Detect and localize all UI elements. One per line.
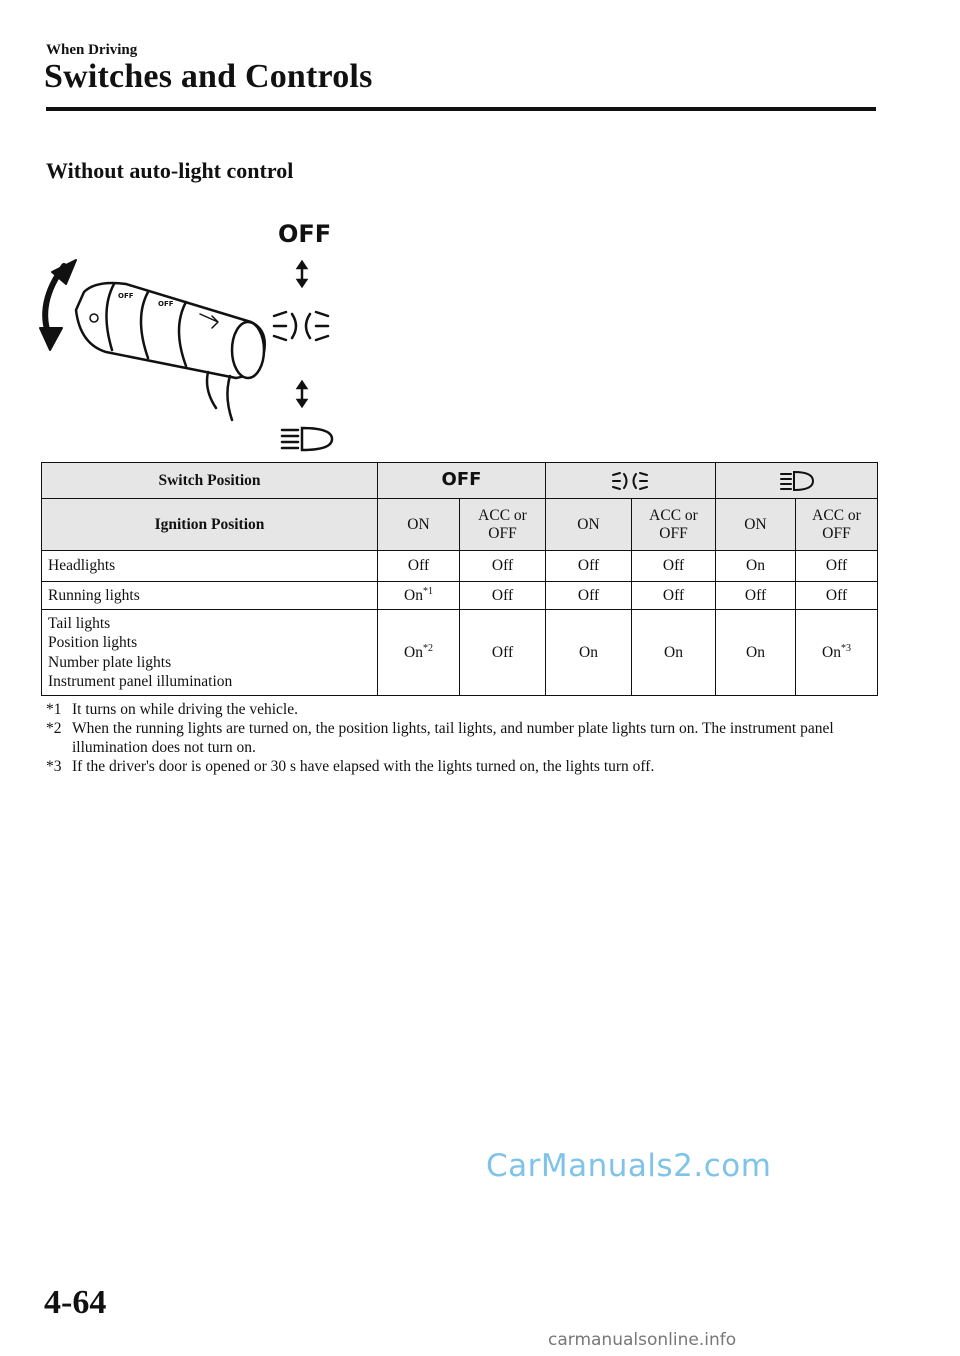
switch-position-off bbox=[378, 463, 546, 499]
ignition-position-row bbox=[42, 499, 878, 551]
table-cell: On$^{*3}$ bbox=[796, 610, 878, 696]
footnote-ref: *3 bbox=[840, 642, 851, 654]
table-cell: Off bbox=[546, 551, 632, 582]
footnote-text: If the driver's door is opened or 30 s have elapsed with the lights turned on, the lights turn off. bbox=[72, 758, 655, 775]
table-cell: On bbox=[632, 610, 716, 696]
row-label-line: Position lights bbox=[48, 634, 138, 651]
table-cell: Off bbox=[632, 582, 716, 610]
footnote-mark: *2 bbox=[46, 720, 62, 737]
headlights-icon bbox=[282, 428, 332, 450]
switch-position-headlights bbox=[716, 463, 878, 499]
ignition-cell: ON bbox=[716, 499, 796, 551]
footnote bbox=[46, 719, 876, 757]
footnote bbox=[46, 700, 876, 719]
footnote-mark: *3 bbox=[46, 758, 62, 775]
headlight-switch-illustration bbox=[36, 210, 356, 460]
position-lights-icon bbox=[611, 471, 651, 491]
switch-position-label: Switch Position bbox=[42, 463, 378, 499]
footnote-text: When the running lights are turned on, the position lights, tail lights, and number plate lights turn on. The instrument panel illumination does not turn on. bbox=[72, 720, 834, 756]
page-number: 4-64 bbox=[44, 1284, 107, 1321]
switch-position-parking bbox=[546, 463, 716, 499]
table-cell: On$^{*1}$ bbox=[378, 582, 460, 610]
watermark: CarManuals2.com bbox=[486, 1148, 772, 1184]
section-label: When Driving bbox=[46, 42, 138, 58]
ignition-cell: ON bbox=[546, 499, 632, 551]
row-label-line: Tail lights bbox=[48, 614, 111, 632]
table-cell: Off bbox=[460, 610, 546, 696]
table-row-running-lights bbox=[42, 582, 878, 610]
footnote-mark: *1 bbox=[46, 701, 62, 718]
lever-off-label-2: OFF bbox=[158, 300, 174, 308]
table-cell: Off bbox=[546, 582, 632, 610]
switch-position-row bbox=[42, 463, 878, 499]
row-label-line: Instrument panel illumination bbox=[48, 673, 233, 690]
row-label-line: Number plate lights bbox=[48, 653, 172, 671]
table-cell: On bbox=[716, 610, 796, 696]
row-label: Running lights bbox=[42, 582, 378, 610]
table-cell: Off bbox=[460, 551, 546, 582]
footnote-ref: *1 bbox=[422, 585, 433, 597]
table-cell: Off bbox=[796, 582, 878, 610]
lever-off-label-1: OFF bbox=[118, 292, 134, 300]
sub-heading: Without auto-light control bbox=[46, 158, 294, 183]
title-divider bbox=[46, 107, 876, 111]
ignition-cell: ON bbox=[378, 499, 460, 551]
table-cell: Off bbox=[716, 582, 796, 610]
footnote bbox=[46, 757, 876, 776]
footnote-text: It turns on while driving the vehicle. bbox=[72, 701, 298, 718]
table-cell: On$^{*2}$ bbox=[378, 610, 460, 696]
table-cell: Off bbox=[378, 551, 460, 582]
page-title: Switches and Controls bbox=[44, 58, 373, 95]
ignition-cell: ACC or OFF bbox=[632, 499, 716, 551]
row-label: Headlights bbox=[42, 551, 378, 582]
footnotes bbox=[46, 700, 876, 776]
off-position-label: OFF bbox=[278, 220, 332, 248]
table-row-headlights bbox=[42, 551, 878, 582]
ignition-cell: ACC or OFF bbox=[460, 499, 546, 551]
ignition-cell: ACC or OFF bbox=[796, 499, 878, 551]
table-cell: Off bbox=[632, 551, 716, 582]
table-cell: On bbox=[716, 551, 796, 582]
table-cell: Off bbox=[460, 582, 546, 610]
lights-table bbox=[41, 462, 878, 696]
ignition-position-label: Ignition Position bbox=[42, 499, 378, 551]
switch-off-label: OFF bbox=[441, 469, 482, 490]
table-cell: On bbox=[546, 610, 632, 696]
position-lights-icon bbox=[274, 312, 328, 340]
table-row-tail-lights bbox=[42, 610, 878, 696]
row-label bbox=[42, 610, 378, 696]
headlights-icon bbox=[779, 471, 815, 491]
footnote-ref: *2 bbox=[422, 642, 433, 654]
footer-site-link[interactable]: carmanualsonline.info bbox=[548, 1330, 737, 1350]
table-cell: Off bbox=[796, 551, 878, 582]
